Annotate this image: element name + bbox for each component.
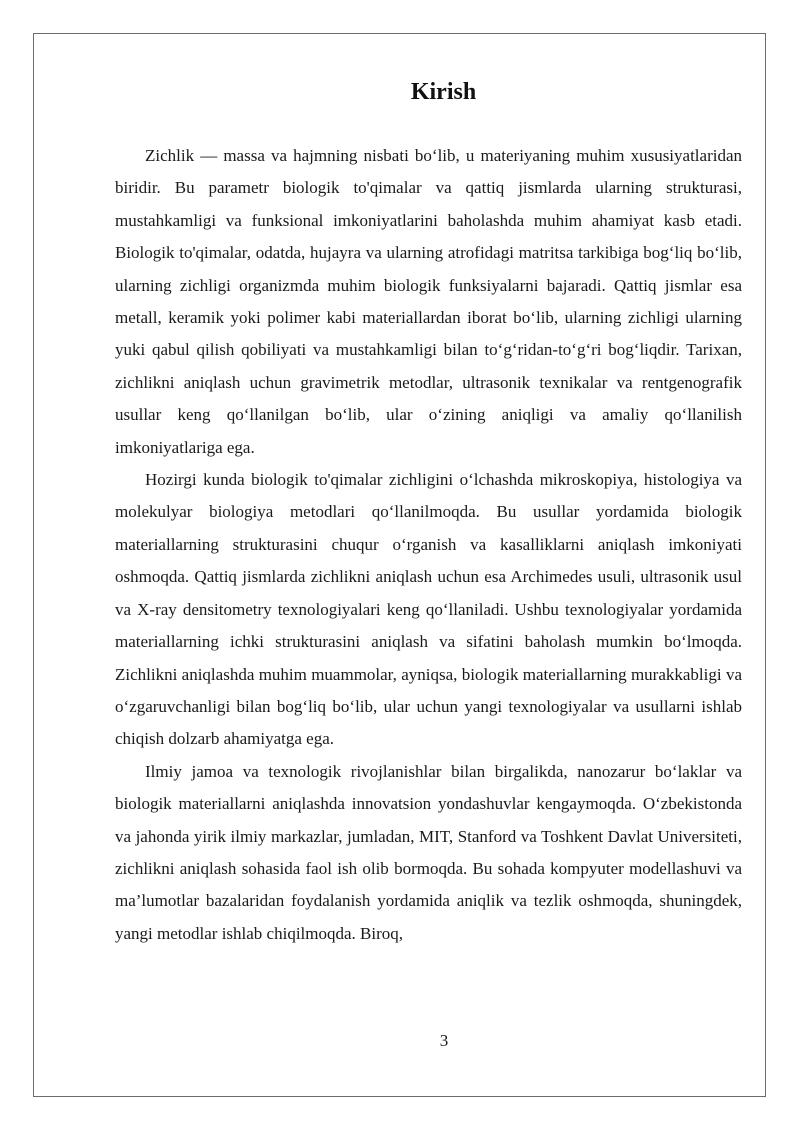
section-title: Kirish <box>410 79 477 105</box>
page-number: 3 <box>439 1031 449 1050</box>
paragraph-2: Hozirgi kunda biologik to'qimalar zichligini o‘lchashda mikroskopiya, histologiya va molekulyar biologiya metodlari qo‘llanilmoqda. Bu usullar yordamida biologik materiallarning strukturasini chuqur o‘rganish va kasalliklarni aniqlash imkoniyati oshmoqda. Qattiq jismlarda zichlikni aniqlash uchun esa Archimedes usuli, ultrasonik usul va X-ray densitometry texnologiyalari keng qo‘llaniladi. Ushbu texnologiyalar yordamida materiallarning ichki strukturasini aniqlash va sifatini baholash mumkin bo‘lmoqda. Zichlikni aniqlashda muhim muammolar, ayniqsa, biologik materiallarning murakkabligi va o‘zgaruvchanligi bilan bog‘liq bo‘lib, ular uchun yangi texnologiyalar va usullarni ishlab chiqish dolzarb ahamiyatga ega. <box>115 470 742 749</box>
page-content <box>115 76 742 950</box>
paragraph-3: Ilmiy jamoa va texnologik rivojlanishlar bilan birgalikda, nanozarur bo‘laklar va biologik materiallarni aniqlashda innovatsion yondashuvlar kengaymoqda. O‘zbekistonda va jahonda yirik ilmiy markazlar, jumladan, MIT, Stanford va Toshkent Davlat Universiteti, zichlikni aniqlash sohasida faol ish olib bormoqda. Bu sohada kompyuter modellashuvi va ma’lumotlar bazalaridan foydalanish yordamida aniqlik va tezlik oshmoqda, shuningdek, yangi metodlar ishlab chiqilmoqda. Biroq, <box>115 761 742 943</box>
paragraph-1: Zichlik — massa va hajmning nisbati bo‘lib, u materiyaning muhim xususiyatlaridan biridir. Bu parametr biologik to'qimalar va qattiq jismlarda ularning strukturasi, mustahkamligi va funksional imkoniyatlarini baholashda muhim ahamiyat kasb etadi. Biologik to'qimalar, odatda, hujayra va ularning atrofidagi matritsa tarkibiga bog‘liq bo‘lib, ularning zichligi organizmda muhim biologik funksiyalarni bajaradi. Qattiq jismlar esa metall, keramik yoki polimer kabi materiallardan iborat bo‘lib, ularning zichligi ularning yuki qabul qilish qobiliyati va mustahkamligi bilan to‘g‘ridan-to‘g‘ri bog‘liqdir. Tarixan, zichlikni aniqlash uchun gravimetrik metodlar, ultrasonik texnikalar va rentgenografik usullar keng qo‘llanilgan bo‘lib, ular o‘zining aniqligi va amaliy qo‘llanilish imkoniyatlariga ega. <box>115 146 742 457</box>
